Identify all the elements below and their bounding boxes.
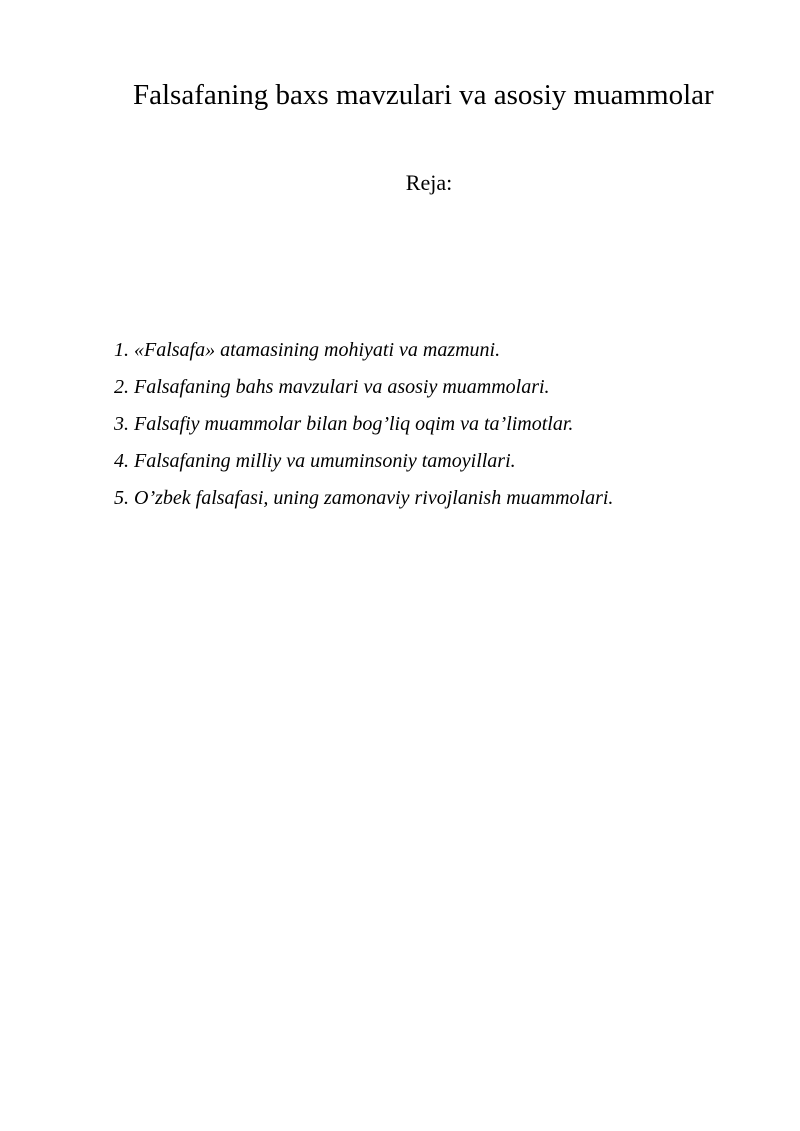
document-title: Falsafaning baxs mavzulari va asosiy muammolar — [133, 79, 714, 111]
plan-item-4: 4. Falsafaning milliy va umuminsoniy tamoyillari. — [114, 450, 516, 472]
plan-item-2: 2. Falsafaning bahs mavzulari va asosiy muammolari. — [114, 376, 550, 398]
plan-item-3: 3. Falsafiy muammolar bilan bog’liq oqim va ta’limotlar. — [114, 413, 574, 435]
plan-list — [114, 332, 613, 517]
plan-item-5: 5. O’zbek falsafasi, uning zamonaviy rivojlanish muammolari. — [114, 487, 614, 509]
plan-heading: Reja: — [405, 170, 453, 195]
plan-item-1: 1. «Falsafa» atamasining mohiyati va mazmuni. — [114, 339, 501, 361]
